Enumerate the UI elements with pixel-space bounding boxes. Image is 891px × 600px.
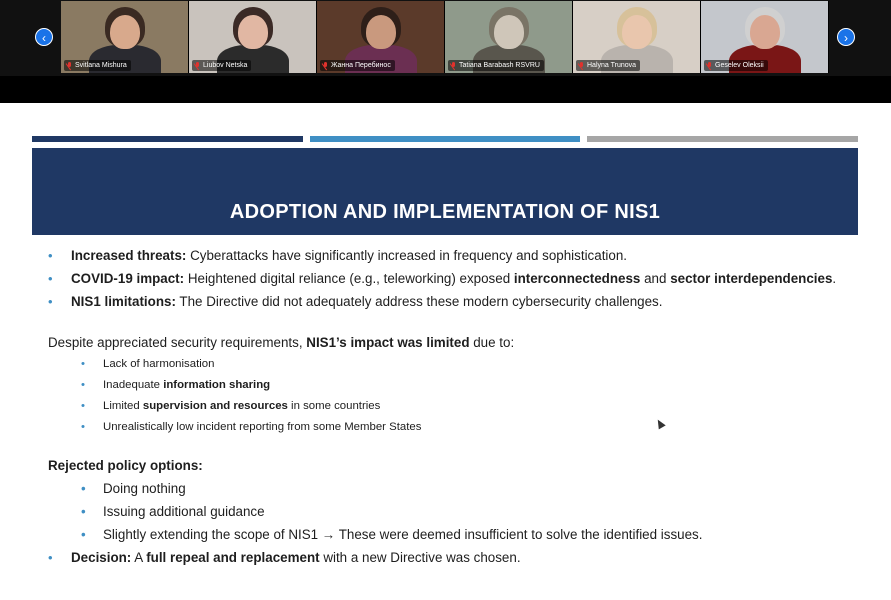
intro-text: due to: — [469, 335, 515, 350]
participant-name: Geselev Oleksii — [715, 62, 764, 69]
bullet-text: The Directive did not adequately address these modern cybersecurity challenges. — [175, 294, 663, 309]
shared-slide — [0, 103, 891, 600]
participant-name: Liubov Netska — [203, 62, 248, 69]
intro-paragraph — [48, 334, 848, 351]
key-points-list — [48, 247, 848, 310]
accent-rule-navy — [32, 136, 303, 142]
participant-nameplate — [448, 60, 544, 71]
item-text: Unrealistically low incident reporting from some Member States — [103, 421, 422, 433]
title-banner — [32, 148, 858, 235]
participant-tile[interactable] — [317, 1, 445, 73]
bullet-text: Cyberattacks have significantly increased in frequency and sophistication. — [186, 248, 628, 263]
prev-participants-button[interactable]: ‹ — [35, 28, 53, 46]
list-item — [48, 420, 848, 434]
participant-name: Жанна Перебинос — [331, 62, 391, 69]
list-item — [48, 247, 848, 264]
participant-tile[interactable] — [189, 1, 317, 73]
muted-mic-icon — [66, 62, 72, 70]
participant-name: Tatiana Barabash RSVRU — [459, 62, 540, 69]
list-item — [48, 270, 848, 287]
participant-tile[interactable] — [573, 1, 701, 73]
list-item: • Issuing additional guidance — [48, 503, 848, 520]
participant-tile[interactable] — [61, 1, 189, 73]
item-emphasis: information sharing — [163, 379, 271, 391]
bullet-label: Increased threats: — [71, 248, 187, 263]
participant-nameplate — [320, 60, 395, 71]
bullet-text: with a new Directive was chosen. — [319, 550, 521, 565]
participant-face — [110, 15, 140, 49]
bullet-text: Heightened digital reliance (e.g., teleworking) exposed — [184, 271, 514, 286]
participant-tile[interactable] — [701, 1, 829, 73]
bullet-text: . — [832, 271, 837, 286]
participant-face — [238, 15, 268, 49]
next-participants-button[interactable]: › — [837, 28, 855, 46]
accent-rule-blue — [310, 136, 580, 142]
item-emphasis: supervision and resources — [142, 400, 288, 412]
item-text: Lack of harmonisation — [103, 358, 215, 370]
muted-mic-icon — [322, 62, 328, 70]
list-item — [48, 293, 848, 310]
participant-nameplate — [64, 60, 131, 71]
item-text: Inadequate — [103, 379, 164, 391]
participant-face — [366, 15, 396, 49]
list-item — [48, 357, 848, 371]
bullet-label: Decision: — [71, 550, 132, 565]
list-item — [48, 378, 848, 392]
intro-text: Despite appreciated security requirements, — [48, 335, 307, 350]
muted-mic-icon — [450, 62, 456, 70]
muted-mic-icon — [194, 62, 200, 70]
muted-mic-icon — [706, 62, 712, 70]
slide-content — [48, 247, 848, 572]
bullet-emphasis: sector interdependencies — [670, 271, 833, 286]
slide-title: ADOPTION AND IMPLEMENTATION OF NIS1 — [229, 201, 661, 223]
list-item — [48, 549, 848, 566]
list-item: • Doing nothing — [48, 480, 848, 497]
bullet-emphasis: interconnectedness — [513, 271, 641, 286]
participant-strip — [0, 0, 891, 76]
bullet-emphasis: full repeal and replacement — [146, 550, 320, 565]
bullet-label: NIS1 limitations: — [71, 294, 176, 309]
participant-nameplate — [576, 60, 640, 71]
participant-nameplate — [192, 60, 251, 71]
limitations-list — [48, 357, 848, 434]
participant-name: Svitlana Mishura — [75, 62, 127, 69]
item-text: Limited — [103, 400, 143, 412]
participant-face — [750, 15, 780, 49]
participant-tile[interactable] — [445, 1, 573, 73]
intro-emphasis: NIS1’s impact was limited — [306, 335, 470, 350]
bullet-label: COVID-19 impact: — [71, 271, 185, 286]
list-item — [48, 399, 848, 413]
muted-mic-icon — [578, 62, 584, 70]
bullet-text: A — [131, 550, 147, 565]
rejected-heading: Rejected policy options: — [48, 458, 203, 473]
participant-face — [494, 15, 524, 49]
rejected-options-list — [48, 480, 848, 543]
participant-face — [622, 15, 652, 49]
bullet-text: and — [640, 271, 671, 286]
participant-nameplate — [704, 60, 768, 71]
accent-rule-grey — [587, 136, 858, 142]
item-text: in some countries — [287, 400, 381, 412]
participant-thumbnails — [61, 1, 829, 73]
participant-name: Halyna Trunova — [587, 62, 637, 69]
toolbar-spacer — [0, 76, 891, 103]
decision-list — [48, 549, 848, 566]
list-item: • Slightly extending the scope of NIS1 → These were deemed insufficient to solve the identified issues. — [48, 526, 848, 543]
